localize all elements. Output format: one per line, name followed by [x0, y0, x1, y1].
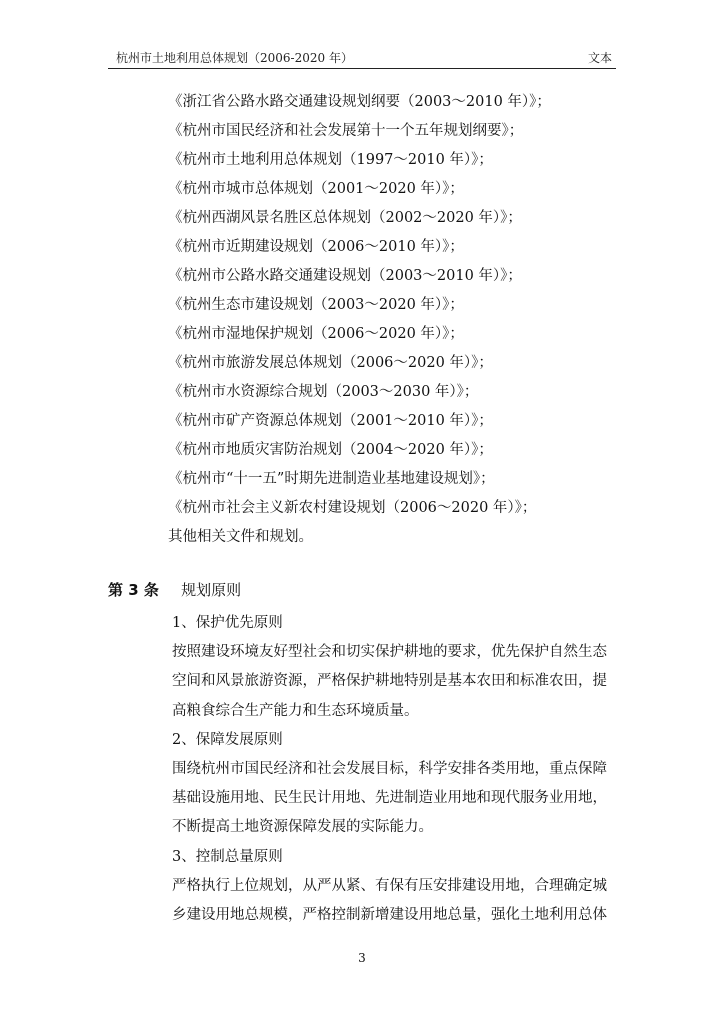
reference-item: 其他相关文件和规划。: [168, 529, 313, 545]
header-divider: [108, 68, 616, 69]
principle-heading: 2、保障发展原则: [172, 731, 283, 748]
running-header-section: 文本: [587, 51, 612, 65]
principle-line: 高粮食综合生产能力和生态环境质量。: [172, 702, 419, 719]
reference-item: 《杭州市土地利用总体规划（1997～2010 年）》；: [168, 152, 493, 168]
principle-block: [172, 609, 617, 726]
principle-line: 围绕杭州市国民经济和社会发展目标，科学安排各类用地，重点保障: [172, 760, 607, 777]
reference-item: 《杭州市“十一五”时期先进制造业基地建设规划》；: [168, 471, 495, 487]
principle-block: [172, 843, 617, 931]
reference-item: 《杭州市湿地保护规划（2006～2020 年）》；: [168, 326, 464, 342]
principles-section: [172, 609, 617, 930]
reference-item: 《浙江省公路水路交通建设规划纲要（2003～2010 年）》；: [168, 94, 551, 110]
reference-item: 《杭州市水资源综合规划（2003～2030 年）》；: [168, 384, 479, 400]
reference-list: [168, 88, 551, 552]
reference-item: 《杭州生态市建设规划（2003～2020 年）》；: [168, 297, 464, 313]
reference-item: 《杭州市国民经济和社会发展第十一个五年规划纲要》；: [168, 123, 524, 139]
reference-item: 《杭州西湖风景名胜区总体规划（2002～2020 年）》；: [168, 210, 522, 226]
principle-body: [172, 755, 617, 843]
principle-body: [172, 872, 617, 931]
principle-line: 严格执行上位规划，从严从紧、有保有压安排建设用地，合理确定城: [172, 877, 607, 894]
reference-item: 《杭州市城市总体规划（2001～2020 年）》；: [168, 181, 464, 197]
principle-body: [172, 638, 617, 726]
page-number: 3: [358, 951, 366, 965]
principle-block: [172, 726, 617, 843]
principle-line: 乡建设用地总规模，严格控制新增建设用地总量，强化土地利用总体: [172, 907, 607, 924]
principle-heading: 1、保护优先原则: [172, 615, 283, 631]
principle-line: 基础设施用地、民生民计用地、先进制造业用地和现代服务业用地，: [172, 790, 607, 807]
article-title: 规划原则: [181, 581, 242, 599]
reference-item: 《杭州市地质灾害防治规划（2004～2020 年）》；: [168, 442, 493, 458]
reference-item: 《杭州市旅游发展总体规划（2006～2020 年）》；: [168, 355, 493, 371]
principle-line: 空间和风景旅游资源，严格保护耕地特别是基本农田和标准农田，提: [172, 673, 607, 690]
article-heading: [108, 575, 241, 605]
reference-item: 《杭州市矿产资源总体规划（2001～2010 年）》；: [168, 413, 493, 429]
principle-line: 不断提高土地资源保障发展的实际能力。: [172, 819, 433, 836]
principle-line: 按照建设环境友好型社会和切实保护耕地的要求，优先保护自然生态: [172, 644, 607, 660]
principle-heading: 3、控制总量原则: [172, 848, 283, 865]
running-header-title: 杭州市土地利用总体规划（2006-2020 年）: [116, 51, 353, 65]
reference-item: 《杭州市公路水路交通建设规划（2003～2010 年）》；: [168, 268, 522, 284]
reference-item: 《杭州市近期建设规划（2006～2010 年）》；: [168, 239, 464, 255]
reference-item: 《杭州市社会主义新农村建设规划（2006～2020 年）》；: [168, 500, 537, 516]
article-number: 第 3 条: [108, 581, 159, 599]
